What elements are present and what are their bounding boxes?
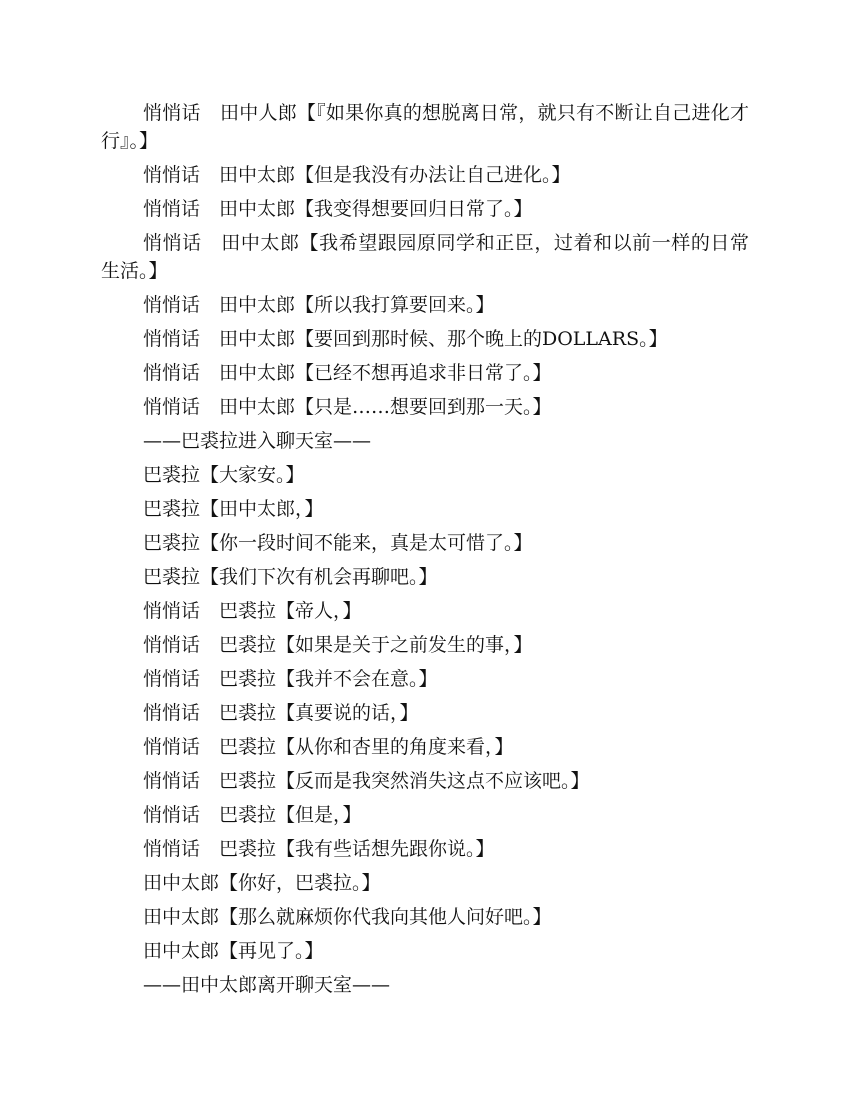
system-message-leave: ——田中太郎离开聊天室——	[143, 974, 391, 996]
chat-line: 巴裘拉【大家安。】	[143, 464, 305, 486]
chat-line: 悄悄话 田中太郎【已经不想再追求非日常了。】	[143, 362, 552, 384]
chat-line: 田中太郎【那么就麻烦你代我向其他人问好吧。】	[143, 906, 552, 928]
chat-line: 悄悄话 田中太郎【我希望跟园原同学和正臣，过着和以前一样的日常生活。】	[101, 232, 749, 282]
chat-line: 悄悄话 巴裘拉【我有些话想先跟你说。】	[143, 838, 495, 860]
chat-log-text	[101, 99, 749, 1005]
chat-line: 悄悄话 田中太郎【只是……想要回到那一天。】	[143, 396, 552, 418]
chat-line: 巴裘拉【我们下次有机会再聊吧。】	[143, 566, 438, 588]
chat-line: 田中太郎【你好，巴裘拉。】	[143, 872, 381, 894]
chat-line: 悄悄话 巴裘拉【真要说的话，】	[143, 702, 419, 724]
chat-line: 悄悄话 田中人郎【『如果你真的想脱离日常，就只有不断让自己进化才行』。】	[101, 102, 749, 152]
chat-line: 悄悄话 巴裘拉【但是，】	[143, 804, 362, 826]
chat-line: 悄悄话 巴裘拉【反而是我突然消失这点不应该吧。】	[143, 770, 590, 792]
chat-line: 悄悄话 田中太郎【我变得想要回归日常了。】	[143, 198, 533, 220]
chat-line: 巴裘拉【田中太郎，】	[143, 498, 324, 520]
chat-line: 悄悄话 田中太郎【所以我打算要回来。】	[143, 294, 495, 316]
chat-line: 悄悄话 田中太郎【但是我没有办法让自己进化。】	[143, 164, 571, 186]
chat-line: 田中太郎【再见了。】	[143, 940, 324, 962]
system-message-join: ——巴裘拉进入聊天室——	[143, 430, 372, 452]
chat-line: 悄悄话 巴裘拉【我并不会在意。】	[143, 668, 438, 690]
chat-line: 悄悄话 巴裘拉【如果是关于之前发生的事，】	[143, 634, 533, 656]
chat-line: 悄悄话 巴裘拉【从你和杏里的角度来看，】	[143, 736, 514, 758]
chat-line: 巴裘拉【你一段时间不能来，真是太可惜了。】	[143, 532, 533, 554]
chat-line: 悄悄话 田中太郎【要回到那时候、那个晚上的DOLLARS。】	[143, 328, 668, 350]
chat-line: 悄悄话 巴裘拉【帝人，】	[143, 600, 362, 622]
